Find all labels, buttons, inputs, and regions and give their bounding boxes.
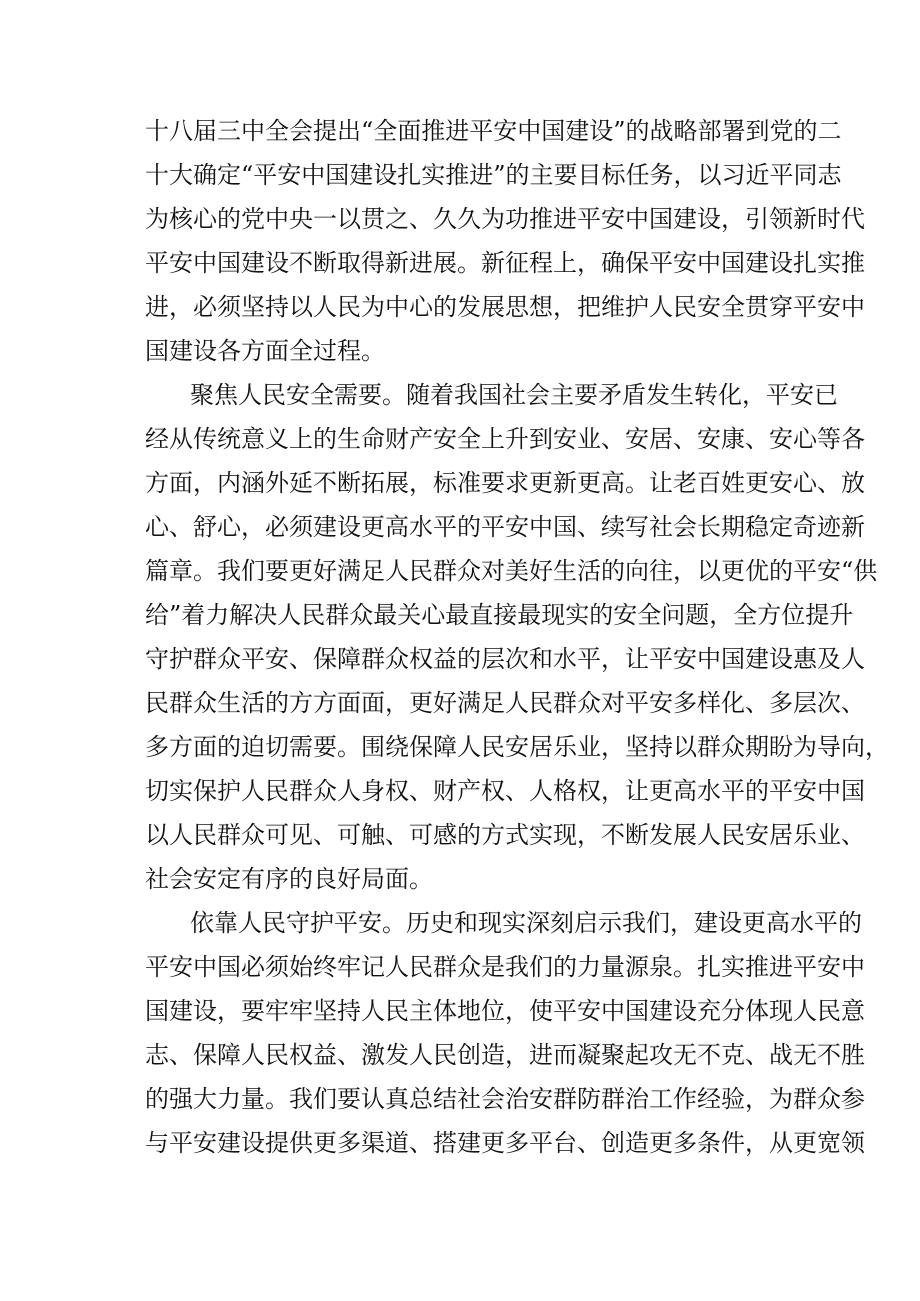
text-line: 民群众生活的方方面面，更好满足人民群众对平安多样化、多层次、 xyxy=(145,689,865,717)
text-line: 平安中国建设不断取得新进展。新征程上，确保平安中国建设扎实推 xyxy=(145,249,865,277)
text-line: 多方面的迫切需要。围绕保障人民安居乐业，坚持以群众期盼为导向， xyxy=(145,733,889,761)
document-body xyxy=(145,109,889,1165)
text-line: 国建设各方面全过程。 xyxy=(145,337,385,365)
text-line: 聚焦人民安全需要。随着我国社会主要矛盾发生转化，平安已 xyxy=(190,381,838,409)
text-line: 守护群众平安、保障群众权益的层次和水平，让平安中国建设惠及人 xyxy=(145,645,865,673)
text-line: 篇章。我们要更好满足人民群众对美好生活的向往，以更优的平安“供 xyxy=(145,557,878,585)
text-line: 方面，内涵外延不断拓展，标准要求更新更高。让老百姓更安心、放 xyxy=(145,469,865,497)
text-line: 进，必须坚持以人民为中心的发展思想，把维护人民安全贯穿平安中 xyxy=(145,293,865,321)
text-line: 给”着力解决人民群众最关心最直接最现实的安全问题，全方位提升 xyxy=(145,601,854,629)
text-line: 心、舒心，必须建设更高水平的平安中国、续写社会长期稳定奇迹新 xyxy=(145,513,865,541)
text-line: 国建设，要牢牢坚持人民主体地位，使平安中国建设充分体现人民意 xyxy=(145,997,865,1025)
text-line: 经从传统意义上的生命财产安全上升到安业、安居、安康、安心等各 xyxy=(145,425,865,453)
text-line: 十大确定“平安中国建设扎实推进”的主要目标任务，以习近平同志 xyxy=(145,161,842,189)
text-line: 与平安建设提供更多渠道、搭建更多平台、创造更多条件，从更宽领 xyxy=(145,1129,865,1157)
text-line: 十八届三中全会提出“全面推进平安中国建设”的战略部署到党的二 xyxy=(145,117,842,145)
text-line: 平安中国必须始终牢记人民群众是我们的力量源泉。扎实推进平安中 xyxy=(145,953,865,981)
text-line: 志、保障人民权益、激发人民创造，进而凝聚起攻无不克、战无不胜 xyxy=(145,1041,865,1069)
text-line: 的强大力量。我们要认真总结社会治安群防群治工作经验，为群众参 xyxy=(145,1085,865,1113)
text-line: 依靠人民守护平安。历史和现实深刻启示我们，建设更高水平的 xyxy=(190,909,862,937)
text-line: 为核心的党中央一以贯之、久久为功推进平安中国建设，引领新时代 xyxy=(145,205,865,233)
text-line: 社会安定有序的良好局面。 xyxy=(145,865,433,893)
text-line: 以人民群众可见、可触、可感的方式实现，不断发展人民安居乐业、 xyxy=(145,821,865,849)
text-line: 切实保护人民群众人身权、财产权、人格权，让更高水平的平安中国 xyxy=(145,777,865,805)
